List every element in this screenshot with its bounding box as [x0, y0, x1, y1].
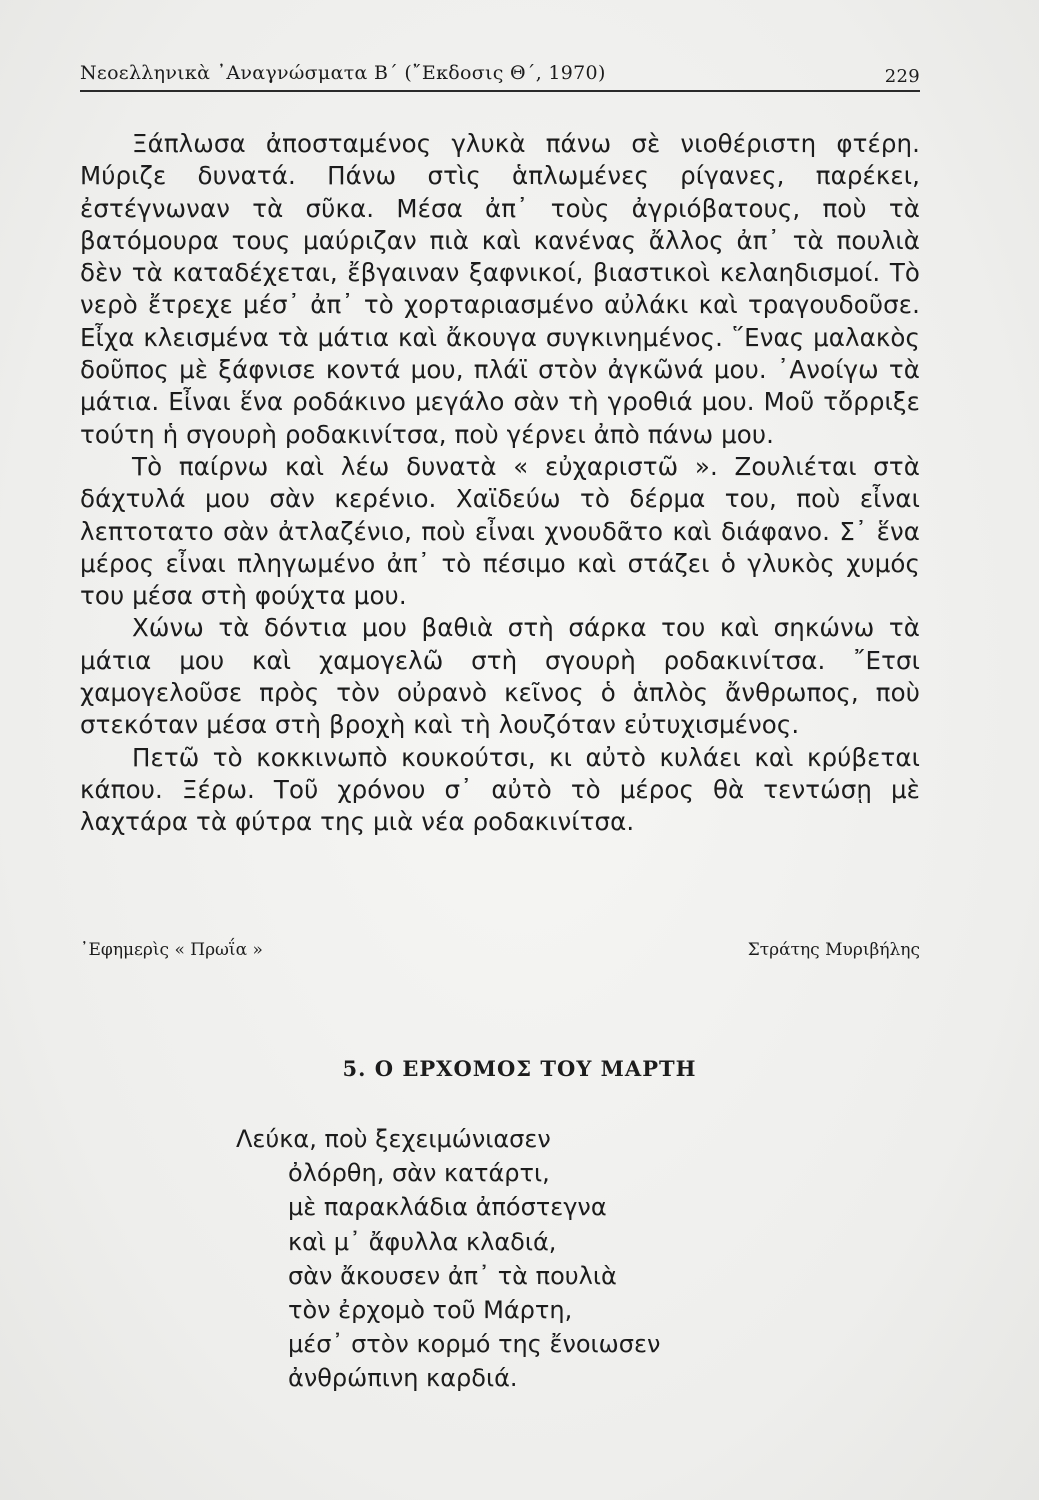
source-citation: ᾿Εφημερὶς « Πρωΐα » [80, 940, 263, 960]
poem-stanza [236, 1122, 836, 1396]
running-head-title: Νεοελληνικὰ ᾿Αναγνώσματα Β΄ (῎Εκδοσις Θ΄, 1970) [80, 62, 606, 84]
poem-line: ὀλόρθη, σὰν κατάρτι, [288, 1159, 550, 1188]
paragraph: Τὸ παίρνω καὶ λέω δυνατὰ « εὐχαριστῶ ». Ζουλιέται στὰ δάχτυλά μου σὰν κερένιο. Χαϊδεύω τὸ δέρμα του, ποὺ εἶναι λεπτοτατο σὰν ἀτλαζένιο, ποὺ εἶναι χνουδᾶτο καὶ διάφανο. Σ᾿ ἕνα μέρος εἶναι πληγωμένο ἀπ᾿ τὸ πέσιμο καὶ στάζει ὁ γλυκὸς χυμός του μέσα στὴ φούχτα μου. [80, 451, 920, 611]
paragraph: Πετῶ τὸ κοκκινωπὸ κουκούτσι, κι αὐτὸ κυλάει καὶ κρύβεται κάπου. Ξέρω. Τοῦ χρόνου σ᾿ αὐτὸ τὸ μέρος θὰ τεντώσῃ μὲ λαχτάρα τὰ φύτρα της μιὰ νέα ροδακινίτσα. [80, 742, 920, 837]
poem-line: ἀνθρώπινη καρδιά. [288, 1364, 518, 1393]
poem-line: σὰν ἄκουσεν ἀπ᾿ τὰ πουλιὰ [288, 1261, 617, 1290]
poem-line: Λεύκα, ποὺ ξεχειμώνιασεν [236, 1125, 551, 1153]
attribution [80, 940, 920, 970]
poem-title: 5. Ο ΕΡΧΟΜΟΣ ΤΟΥ ΜΑΡΤΗ [342, 1056, 697, 1081]
paragraph: Ξάπλωσα ἀποσταμένος γλυκὰ πάνω σὲ νιοθέριστη φτέρη. Μύριζε δυνατά. Πάνω στὶς ἁπλωμένες ρίγανες, παρέκει, ἐστέγνωναν τὰ σῦκα. Μέσα ἀπ᾿ τοὺς ἀγριόβατους, ποὺ τὰ βατόμουρα τους μαύριζαν πιὰ καὶ κανένας ἄλλος ἀπ᾿ τὰ πουλιὰ δὲν τὰ καταδέχεται, ἔβγαιναν ξαφνικοί, βιαστικοὶ κελαηδισμοί. Τὸ νερὸ ἔτρεχε μέσ᾿ ἀπ᾿ τὸ χορταριασμένο αὐλάκι καὶ τραγουδοῦσε. Εἶχα κλεισμένα τὰ μάτια καὶ ἄκουγα συγκινημένος. ῞Ενας μαλακὸς δοῦπος μὲ ξάφνισε κοντά μου, πλάϊ στὸν ἀγκῶνά μου. ᾿Ανοίγω τὰ μάτια. Εἶναι ἕνα ροδάκινο μεγάλο σὰν τὴ γροθιά μου. Μοῦ τὄρριξε τούτη ἡ σγουρὴ ροδακινίτσα, ποὺ γέρνει ἀπὸ πάνω μου. [80, 129, 920, 449]
poem-line: καὶ μ᾿ ἄφυλλα κλαδιά, [288, 1227, 557, 1256]
poem-line: μέσ᾿ στὸν κορμό της ἔνοιωσεν [288, 1330, 661, 1359]
paragraph: Χώνω τὰ δόντια μου βαθιὰ στὴ σάρκα του καὶ σηκώνω τὰ μάτια μου καὶ χαμογελῶ στὴ σγουρὴ ροδακινίτσα. ῎Ετσι χαμογελοῦσε πρὸς τὸν οὐρανὸ κεῖνος ὁ ἁπλὸς ἄνθρωπος, ποὺ στεκόταν μέσα στὴ βροχὴ καὶ τὴ λουζόταν εὐτυχισμένος. [80, 613, 920, 740]
page-number: 229 [884, 66, 920, 87]
poem-line: μὲ παρακλάδια ἀπόστεγνα [288, 1193, 607, 1222]
running-head [80, 56, 920, 92]
poem-line: τὸν ἐρχομὸ τοῦ Μάρτη, [288, 1296, 573, 1325]
prose-body [80, 128, 920, 839]
author-name: Στράτης Μυριβήλης [747, 940, 920, 960]
